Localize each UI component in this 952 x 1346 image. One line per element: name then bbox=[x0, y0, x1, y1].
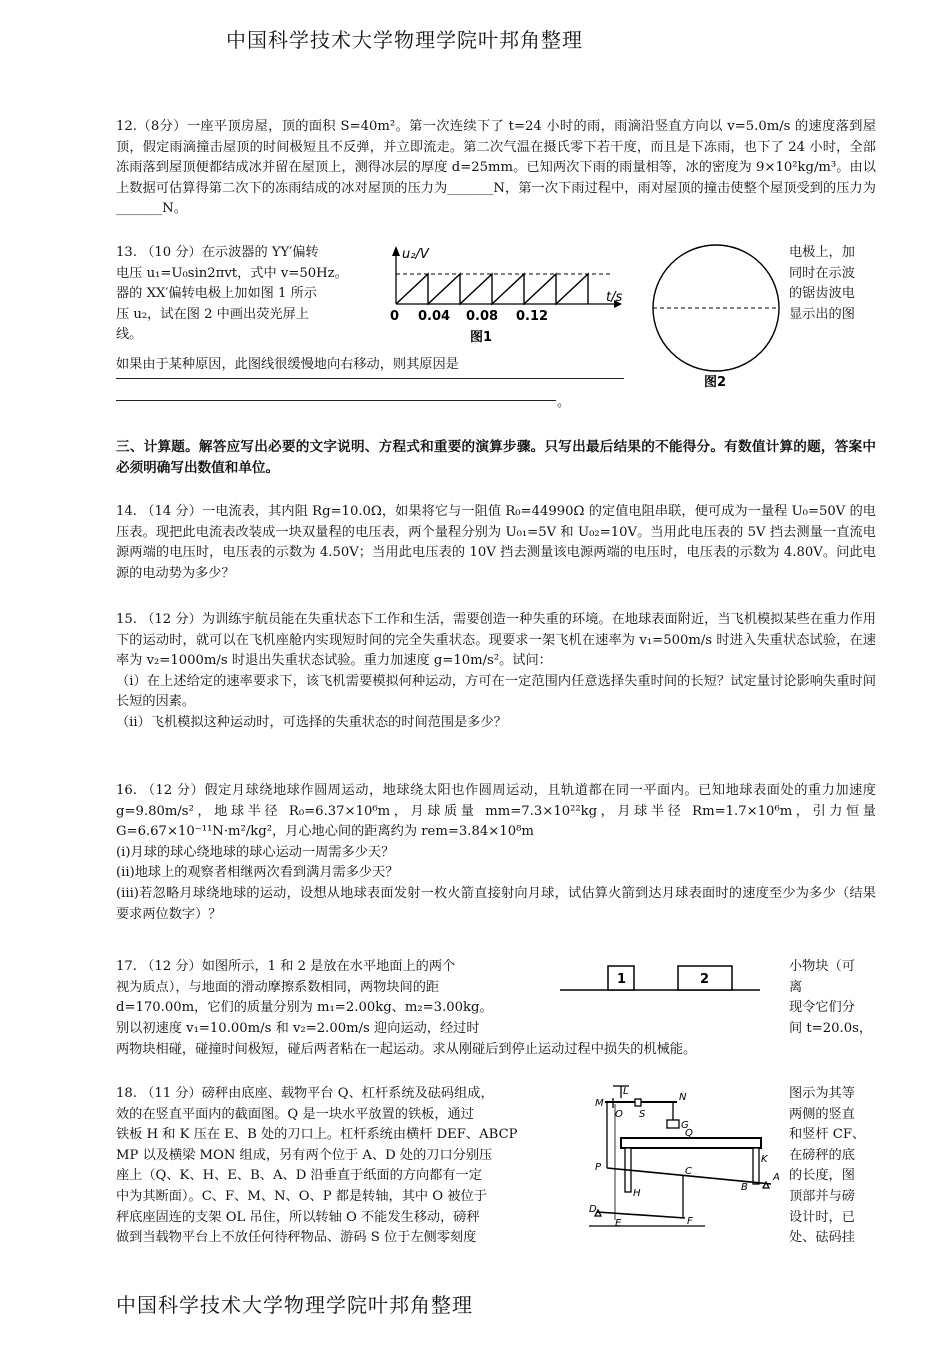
page-header: 中国科学技术大学物理学院叶邦角整理 bbox=[226, 28, 583, 52]
label-m: M bbox=[595, 1098, 604, 1109]
label-h: H bbox=[633, 1188, 641, 1199]
q18-right-line: 在磅秤的底 bbox=[789, 1147, 855, 1163]
q13-line: 线。 bbox=[116, 327, 143, 343]
q16-part-i: (i)月球的球心绕地球的球心运动一周需多少天？ bbox=[116, 844, 395, 860]
label-p: P bbox=[595, 1162, 602, 1173]
q17-line: 17. （12 分）如图所示，1 和 2 是放在水平地面上的两个 bbox=[116, 959, 456, 974]
q13-right-line: 的锯齿波电 bbox=[789, 286, 855, 302]
q18-line: 铁板 H 和 K 压在 E、B 处的刀口上。杠杆系统由横杆 DEF、ABCP bbox=[116, 1127, 518, 1143]
figure-2-screen bbox=[648, 238, 788, 393]
q13-right-line: 显示出的图 bbox=[789, 306, 855, 322]
question-16 bbox=[116, 781, 876, 925]
page-footer: 中国科学技术大学物理学院叶邦角整理 bbox=[116, 1293, 473, 1317]
question-18-left bbox=[116, 1084, 561, 1249]
weight-g bbox=[667, 1120, 679, 1128]
q16-main: 16. （12 分）假定月球绕地球作圆周运动，地球绕太阳也作圆周运动，且轨道都在同一平面内。已知地球表面处的重力加速度 g=9.80m/s²，地球半径 R₀=6.37×10⁶m，月球质量 mm=7.3×10²²kg，月球半径 Rm=1.7×10⁶m，引力恒量 G=6.67×10⁻¹¹N·m²/kg²，月心地心间的距离约为 rem=3.84×10⁸m bbox=[116, 783, 876, 840]
question-12: 12.（8分）一座平顶房屋，顶的面积 S=40m²。第一次连续下了 t=24 小时的雨，雨滴沿竖直方向以 v=5.0m/s 的速度落到屋顶，假定雨滴撞击屋顶的时间极短且不反弹，并立即流走。第二次气温在摄氏零下若干度，而且是下冻雨，也下了 24 小时，全部冻雨落到屋顶便都结成冰并留在屋顶上，测得冰层的厚度 d=25mm。已知两次下雨的雨量相等，冰的密度为 9×10²kg/m³。由以上数据可估算得第二次下的冻雨结成的冰对屋顶的压力为_______N，第一次下雨过程中，雨对屋顶的撞击使整个屋顶受到的压力为_______N。 bbox=[116, 119, 876, 217]
fig2-caption: 图2 bbox=[704, 375, 727, 390]
label-o: O bbox=[615, 1109, 623, 1120]
label-n: N bbox=[679, 1092, 687, 1103]
question-14: 14. （14 分）一电流表，其内阻 Rg=10.0Ω，如果将它与一阻值 R₀=44990Ω 的定值电阻串联，便可成为一量程 U₀=50V 的电压表。现把此电流表改装成一块双量程的电压表，两个量程分别为 U₀₁=5V 和 U₀₂=10V。当用此电压表的 5V 挡去测量一直流电源两端的电压时，电压表的示数为 4.50V；当用此电压表的 10V 挡去测量该电源两端的电压时，电压表的示数为 4.80V。问此电源的电动势为多少？ bbox=[116, 504, 876, 581]
figure-18-scale bbox=[585, 1084, 785, 1244]
q17-last-line: 两物块相碰，碰撞时间极短，碰后两者粘在一起运动。求从刚碰后到停止运动过程中损失的机械能。 bbox=[116, 1042, 697, 1057]
q13-right-line: 电极上，加 bbox=[789, 245, 855, 260]
leg-k bbox=[753, 1148, 759, 1184]
fig1-tick: 0.08 bbox=[466, 309, 499, 324]
fig1-xlabel: t/s bbox=[606, 290, 623, 305]
question-13-left bbox=[116, 243, 366, 346]
q17-right-line: 离 bbox=[789, 979, 803, 995]
q18-right-line: 两侧的竖直 bbox=[789, 1106, 855, 1122]
q18-right-line: 和竖杆 CF、 bbox=[789, 1127, 866, 1143]
platform-q bbox=[621, 1138, 761, 1148]
q13-answer-blank-1 bbox=[116, 378, 624, 379]
figure-1-sawtooth bbox=[382, 244, 632, 344]
fig1-caption: 图1 bbox=[470, 330, 493, 344]
label-l: L bbox=[623, 1086, 629, 1097]
q15-part-ii: （ii）飞机模拟这种运动时，可选择的失重状态的时间范围是多少？ bbox=[116, 714, 507, 730]
question-15 bbox=[116, 610, 876, 734]
rider-s bbox=[635, 1099, 641, 1106]
label-c: C bbox=[685, 1166, 692, 1177]
label-a: A bbox=[773, 1172, 780, 1183]
label-q: Q bbox=[685, 1128, 693, 1139]
q13-line6: 如果由于某种原因，此图线很缓慢地向右移动，则其原因是 bbox=[116, 357, 459, 372]
label-k: K bbox=[761, 1154, 768, 1165]
q18-right-line: 顶部并与磅 bbox=[789, 1188, 855, 1204]
q18-line: 18. （11 分）磅秤由底座、载物平台 Q、杠杆系统及砝码组成， bbox=[116, 1086, 494, 1101]
q18-line: MP 以及横梁 MON 组成，另有两个位于 A、D 处的刀口分别压 bbox=[116, 1147, 493, 1163]
fig1-tick: 0.04 bbox=[418, 309, 451, 324]
q13-line: 器的 XX′偏转电极上加如图 1 所示 bbox=[116, 286, 317, 302]
q17-line: d=170.00m，它们的质量分别为 m₁=2.00kg、m₂=3.00kg。 bbox=[116, 1000, 493, 1016]
sawtooth-wave bbox=[396, 274, 588, 304]
figure-17-blocks bbox=[560, 960, 760, 1000]
q18-line: 效的在竖直平面内的截面图。Q 是一块水平放置的铁板，通过 bbox=[116, 1106, 474, 1122]
label-d: D bbox=[589, 1204, 597, 1215]
fig1-tick: 0.12 bbox=[516, 309, 549, 324]
q13-answer-blank-2 bbox=[116, 400, 556, 401]
q18-right-line: 图示为其等 bbox=[789, 1086, 855, 1101]
section-3-heading: 三、计算题。解答应写出必要的文字说明、方程式和重要的演算步骤。只写出最后结果的不能得分。有数值计算的题，答案中必须明确写出数值和单位。 bbox=[116, 439, 876, 476]
block-2-label: 2 bbox=[700, 972, 710, 987]
q18-right-line: 处、砝码挂 bbox=[789, 1230, 855, 1246]
q16-part-ii: (ii)地球上的观察者相继两次看到满月需多少天？ bbox=[116, 865, 399, 881]
q18-line: 做到当载物平台上不放任何待秤物品、游码 S 位于左侧零刻度 bbox=[116, 1230, 477, 1246]
label-g: G bbox=[681, 1120, 689, 1131]
q13-period: 。 bbox=[557, 395, 571, 410]
block-1-label: 1 bbox=[617, 972, 627, 987]
label-b: B bbox=[741, 1182, 748, 1193]
q18-line: 秤底座固连的支架 OL 吊住，所以转轴 O 不能发生移动，磅秤 bbox=[116, 1209, 480, 1225]
q13-line: 电压 u₁=U₀sin2πvt，式中 v=50Hz。 bbox=[116, 265, 348, 281]
q15-main: 15. （12 分）为训练宇航员能在失重状态下工作和生活，需要创造一种失重的环境。在地球表面附近，当飞机模拟某些在重力作用下的运动时，就可以在飞机座舱内实现短时间的完全失重状态。现要求一架飞机在速率为 v₁=500m/s 时进入失重状态试验，在速率为 v₂=1000m/s 时退出失重状态试验。重力加速度 g=10m/s²。试问： bbox=[116, 612, 876, 669]
label-f: F bbox=[687, 1216, 693, 1227]
q13-line: 13. （10 分）在示波器的 YY′偏转 bbox=[116, 245, 319, 260]
q18-right-line: 设计时，已 bbox=[789, 1209, 855, 1225]
q17-right-line: 间 t=20.0s， bbox=[789, 1020, 873, 1036]
q13-right-line: 同时在示波 bbox=[789, 265, 855, 281]
q17-right-line: 小物块（可 bbox=[789, 959, 855, 974]
question-17-left bbox=[116, 957, 536, 1039]
question-13-right bbox=[789, 243, 879, 325]
q15-part-i: （i）在上述给定的速率要求下，该飞机需要模拟何种运动，方可在一定范围内任意选择失重时间的长短？试定量讨论影响失重时间长短的因素。 bbox=[116, 673, 876, 710]
fig1-ylabel: u₂/V bbox=[402, 247, 429, 262]
q16-part-iii: (iii)若忽略月球绕地球的运动，设想从地球表面发射一枚火箭直接射向月球，试估算火箭到达月球表面时的速度至少为多少（结果要求两位数字）？ bbox=[116, 885, 876, 922]
q17-line: 视为质点），与地面的滑动摩擦系数相同，两物块间的距 bbox=[116, 979, 440, 995]
q18-line: 中为其断面）。C、F、M、N、O、P 都是转轴，其中 O 被位于 bbox=[116, 1188, 487, 1204]
label-s: S bbox=[639, 1109, 646, 1120]
q17-line: 别以初速度 v₁=10.00m/s 和 v₂=2.00m/s 迎向运动，经过时 bbox=[116, 1020, 480, 1036]
y-axis-arrow bbox=[392, 246, 400, 256]
label-e: E bbox=[615, 1218, 622, 1229]
question-18-right bbox=[789, 1084, 881, 1249]
question-17-right bbox=[789, 957, 881, 1039]
q17-right-line: 现令它们分 bbox=[789, 1000, 855, 1016]
q18-line: 座上（Q、K、H、E、B、A、D 沿垂直于纸面的方向都有一定 bbox=[116, 1168, 482, 1184]
fig1-tick: 0 bbox=[390, 309, 400, 324]
lever-def bbox=[597, 1212, 685, 1218]
q18-right-line: 的长度，图 bbox=[789, 1168, 855, 1184]
q13-line: 压 u₂，试在图 2 中画出荧光屏上 bbox=[116, 306, 309, 322]
